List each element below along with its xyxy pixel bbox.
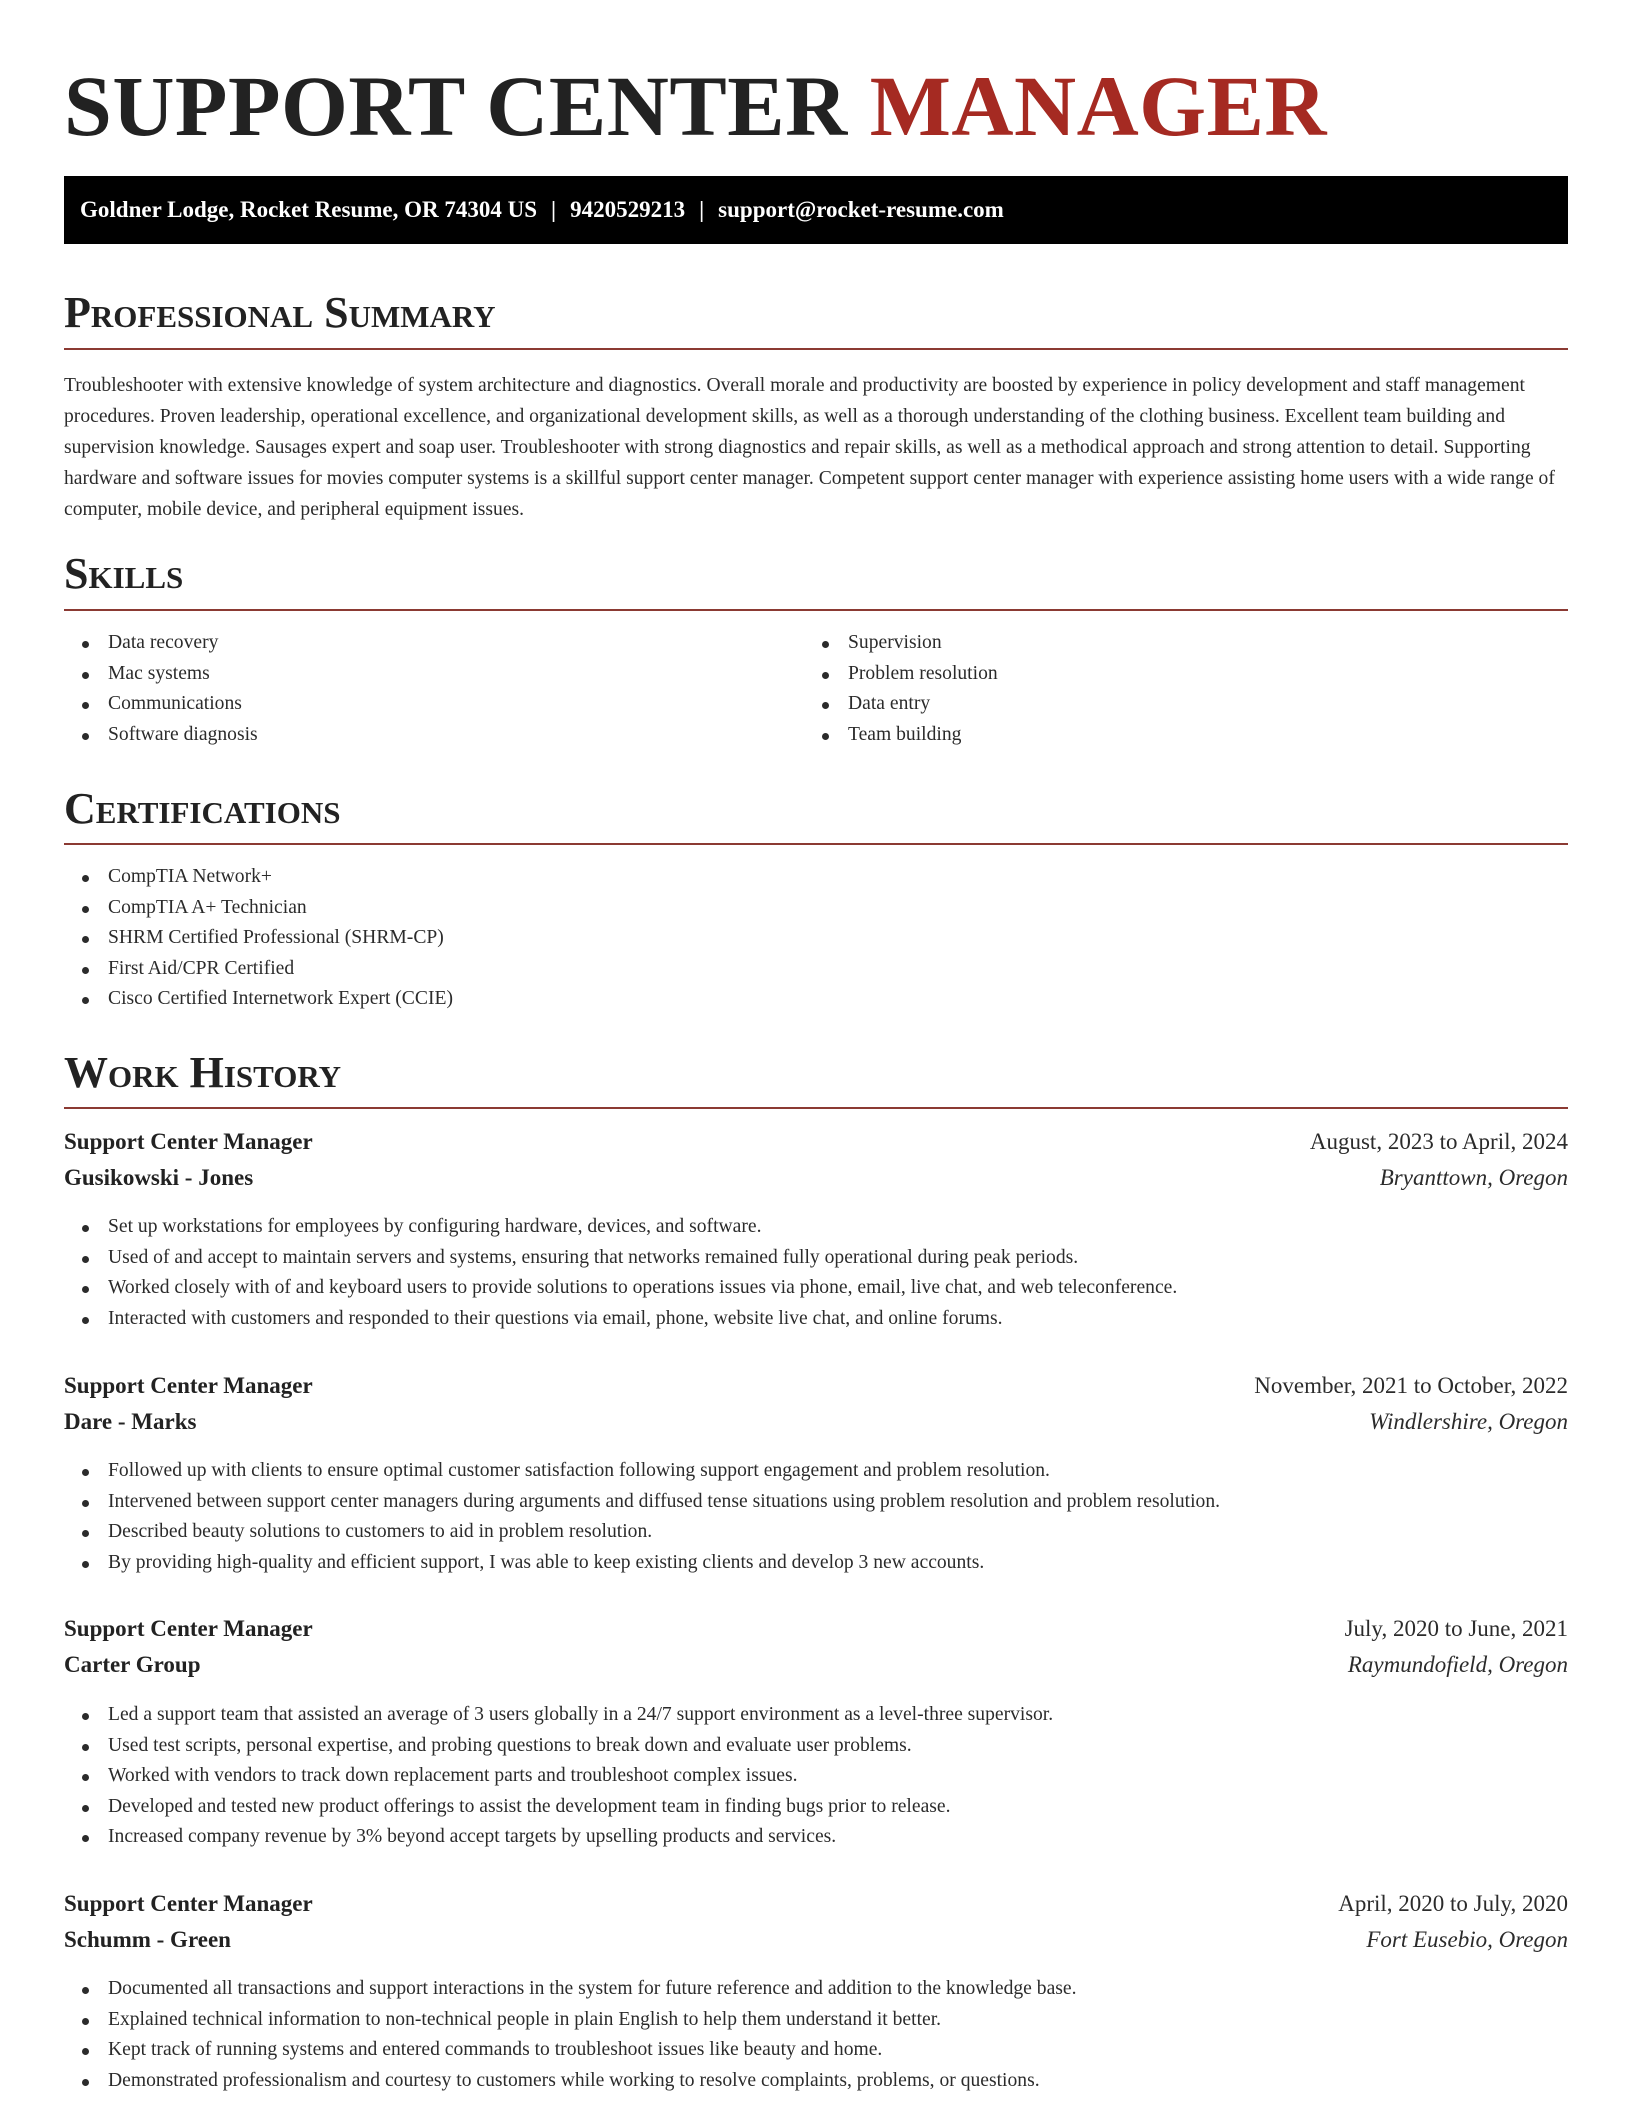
skill-item: Communications: [64, 689, 258, 720]
skill-item: Data entry: [804, 689, 998, 720]
job-company: Carter Group: [64, 1652, 201, 1677]
section-title-work-history: Work History: [64, 1048, 342, 1097]
job-title: Support Center Manager: [64, 1129, 313, 1154]
contact-separator: |: [699, 197, 705, 222]
job-header-row: [64, 1368, 1568, 1404]
job-duty-item: Worked with vendors to track down replacement parts and troubleshoot complex issues.: [64, 1761, 1053, 1792]
contact-bar: [64, 176, 1568, 244]
job-duty-item: Used of and accept to maintain servers and systems, ensuring that networks remained fully operational during peak periods.: [64, 1243, 1177, 1274]
job-header-row: [64, 1611, 1568, 1647]
job-duty-item: Used test scripts, personal expertise, and probing questions to break down and evaluate user problems.: [64, 1731, 1053, 1762]
job-company-row: [64, 1647, 1568, 1683]
certification-item: Cisco Certified Internetwork Expert (CCIE): [64, 984, 453, 1015]
section-divider: [64, 1107, 1568, 1109]
contact-address: Goldner Lodge, Rocket Resume, OR 74304 US: [80, 197, 538, 222]
job-duty-item: Intervened between support center managers during arguments and diffused tense situations using problem resolution and problem resolution.: [64, 1487, 1220, 1518]
job-duties-list: [64, 1212, 1177, 1334]
job-company: Schumm - Green: [64, 1927, 231, 1952]
job-duty-item: Led a support team that assisted an average of 3 users globally in a 24/7 support environment as a level-three supervisor.: [64, 1700, 1053, 1731]
contact-phone[interactable]: 9420529213: [570, 197, 686, 222]
job-duty-item: Increased company revenue by 3% beyond accept targets by upselling products and services.: [64, 1822, 1053, 1853]
job-location: Bryanttown, Oregon: [1379, 1165, 1568, 1190]
job-duty-item: Kept track of running systems and entered commands to troubleshoot issues like beauty and home.: [64, 2035, 1077, 2066]
name-part-accent: MANAGER: [869, 58, 1328, 154]
job-header-row: [64, 1886, 1568, 1922]
section-title-certifications: Certifications: [64, 784, 341, 833]
resume-name-heading: [64, 56, 1327, 156]
job-dates: April, 2020 to July, 2020: [1338, 1891, 1568, 1916]
job-company-row: [64, 1160, 1568, 1196]
skill-item: Team building: [804, 720, 998, 751]
skills-list-right: [804, 628, 998, 750]
job-duty-item: Developed and tested new product offerings to assist the development team in finding bugs prior to release.: [64, 1792, 1053, 1823]
job-title: Support Center Manager: [64, 1891, 313, 1916]
job-duty-item: Described beauty solutions to customers to aid in problem resolution.: [64, 1517, 1220, 1548]
job-duties-list: [64, 1456, 1220, 1578]
skill-item: Problem resolution: [804, 659, 998, 690]
job-duty-item: Demonstrated professionalism and courtesy to customers while working to resolve complaints, problems, or questions.: [64, 2066, 1077, 2097]
name-part-primary: SUPPORT CENTER: [64, 58, 848, 154]
job-company-row: [64, 1922, 1568, 1958]
job-duties-list: [64, 1700, 1053, 1853]
skill-item: Mac systems: [64, 659, 258, 690]
job-duties-list: [64, 1974, 1077, 2096]
section-title-skills: Skills: [64, 549, 184, 598]
skill-item: Software diagnosis: [64, 720, 258, 751]
job-duty-item: Worked closely with of and keyboard users to provide solutions to operations issues via phone, email, live chat, and web teleconference.: [64, 1273, 1177, 1304]
job-title: Support Center Manager: [64, 1616, 313, 1641]
certifications-list: [64, 862, 453, 1015]
job-dates: July, 2020 to June, 2021: [1344, 1616, 1568, 1641]
job-title: Support Center Manager: [64, 1373, 313, 1398]
job-location: Raymundofield, Oregon: [1347, 1652, 1568, 1677]
contact-email[interactable]: support@rocket-resume.com: [718, 197, 1004, 222]
certification-item: SHRM Certified Professional (SHRM-CP): [64, 923, 453, 954]
job-location: Fort Eusebio, Oregon: [1366, 1927, 1568, 1952]
job-duty-item: Followed up with clients to ensure optimal customer satisfaction following support engagement and problem resolution.: [64, 1456, 1220, 1487]
certification-item: First Aid/CPR Certified: [64, 954, 453, 985]
job-duty-item: Interacted with customers and responded to their questions via email, phone, website live chat, and online forums.: [64, 1304, 1177, 1335]
section-divider: [64, 348, 1568, 350]
skill-item: Supervision: [804, 628, 998, 659]
job-dates: August, 2023 to April, 2024: [1309, 1129, 1568, 1154]
job-duty-item: Documented all transactions and support interactions in the system for future reference and addition to the knowledge base.: [64, 1974, 1077, 2005]
section-divider: [64, 609, 1568, 611]
skills-list-left: [64, 628, 258, 750]
job-duty-item: Set up workstations for employees by configuring hardware, devices, and software.: [64, 1212, 1177, 1243]
section-divider: [64, 843, 1568, 845]
skill-item: Data recovery: [64, 628, 258, 659]
job-header-row: [64, 1124, 1568, 1160]
job-dates: November, 2021 to October, 2022: [1254, 1373, 1568, 1398]
contact-separator: |: [551, 197, 557, 222]
section-title-summary: Professional Summary: [64, 288, 496, 337]
job-company: Gusikowski - Jones: [64, 1165, 254, 1190]
certification-item: CompTIA A+ Technician: [64, 893, 453, 924]
certification-item: CompTIA Network+: [64, 862, 453, 893]
summary-paragraph: Troubleshooter with extensive knowledge of system architecture and diagnostics. Overall morale and productivity are boosted by experience in policy development and staff management procedures. Proven leadership, operational excellence, and organizational development skills, as well as a thorough understanding of the clothing business. Excellent team building and supervision knowledge. Sausages expert and soap user. Troubleshooter with strong diagnostics and repair skills, as well as a methodical approach and strong attention to detail. Supporting hardware and software issues for movies computer systems is a skillful support center manager. Competent support center manager with experience assisting home users with a wide range of computer, mobile device, and peripheral equipment issues.: [64, 375, 1555, 520]
job-duty-item: Explained technical information to non-technical people in plain English to help them understand it better.: [64, 2005, 1077, 2036]
job-company: Dare - Marks: [64, 1409, 197, 1434]
job-duty-item: By providing high-quality and efficient support, I was able to keep existing clients and develop 3 new accounts.: [64, 1548, 1220, 1579]
job-location: Windlershire, Oregon: [1369, 1409, 1568, 1434]
job-company-row: [64, 1404, 1568, 1440]
